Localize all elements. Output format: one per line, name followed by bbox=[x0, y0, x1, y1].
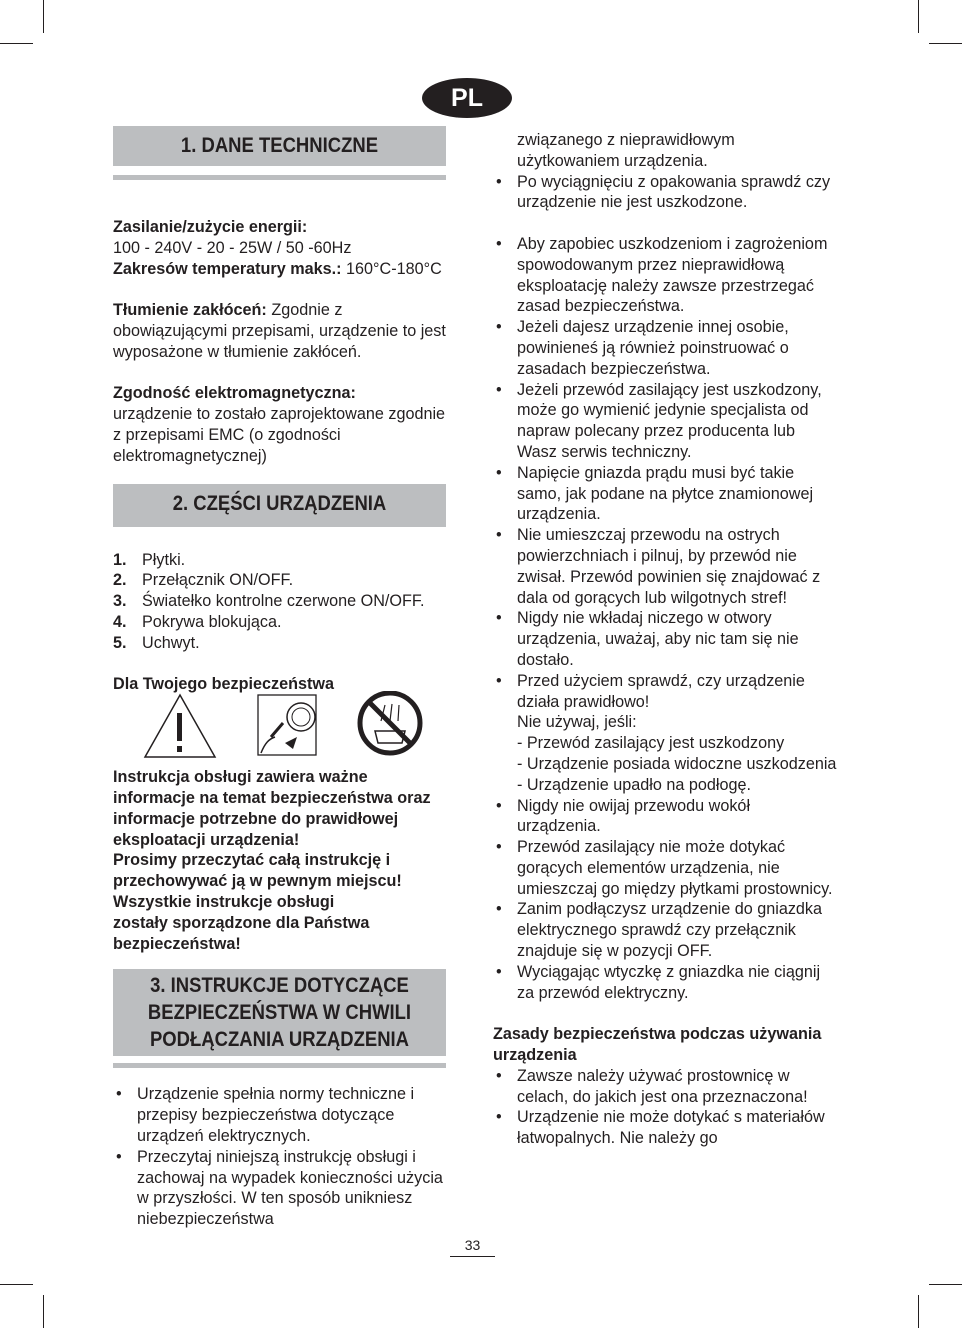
list-item: • Nigdy nie wkładaj niczego w otwory urządzenia, uważaj, aby nic tam się nie dostało. bbox=[493, 608, 838, 670]
safety-icons-svg bbox=[113, 691, 453, 763]
list-item: • Aby zapobiec uszkodzeniom i zagrożeniom spowodowanym przez nieprawidłową eksploatację należy zawsze przestrzegać zasad bezpieczeństwa. bbox=[493, 234, 838, 317]
power-value: 100 - 240V - 20 - 25W / 50 -60Hz bbox=[113, 238, 352, 257]
section1-title: 1. DANE TECHNICZNE bbox=[133, 126, 426, 166]
section2-title: 2. CZĘŚCI URZĄDZENIA bbox=[133, 484, 426, 524]
right-list-1 bbox=[493, 172, 838, 214]
power-label: Zasilanie/zużycie energii: bbox=[113, 218, 308, 236]
usage-list bbox=[493, 1066, 838, 1149]
crop-mark bbox=[0, 1284, 33, 1285]
crop-mark bbox=[0, 43, 33, 44]
safety-heading: Dla Twojego bezpieczeństwa bbox=[113, 675, 334, 694]
list-item: • Nie umieszczaj przewodu na ostrych powierzchniach i pilnuj, by przewód nie zwisał. Przewód powinien się znajdować z dala od gorących lub wilgotnych stref! bbox=[493, 525, 838, 608]
right-column bbox=[493, 130, 838, 1149]
list-item: • Jeżeli przewód zasilający jest uszkodzony, może go wymienić jedynie specjalista od napraw polecany przez producenta lub Wasz serwis techniczny. bbox=[493, 380, 838, 463]
temp-value: 160°C-180°C bbox=[341, 259, 442, 278]
left-column bbox=[113, 126, 453, 1230]
section2-header bbox=[113, 484, 446, 524]
unplug-icon bbox=[258, 695, 316, 755]
list-item: • Zanim podłączysz urządzenie do gniazdka elektrycznego sprawdź czy przełącznik znajduje się w pozycji OFF. bbox=[493, 899, 838, 961]
list-item: 1. Płytki. bbox=[113, 550, 186, 569]
continuation-text: związanego z nieprawidłowym użytkowaniem urządzenia. bbox=[517, 131, 735, 170]
list-item: 5. Uchwyt. bbox=[113, 633, 200, 652]
safety-text-2: Prosimy przeczytać całą instrukcję i przechowywać ją w pewnym miejscu! Wszystkie instrukcje obsługi bbox=[113, 851, 402, 911]
interference-label: Tłumienie zakłóceń: bbox=[113, 301, 267, 320]
interference-value: Zgodnie z obowiązującymi przepisami, urządzenie to jest wyposażone w tłumienie zakłóceń. bbox=[113, 301, 446, 361]
section-rule bbox=[113, 1063, 446, 1068]
tech-data bbox=[113, 217, 453, 467]
parts-list bbox=[113, 550, 453, 654]
list-item: • Zawsze należy używać prostownicę w celach, do jakich jest ona przeznaczona! bbox=[493, 1066, 838, 1108]
list-item: 2. Przełącznik ON/OFF. bbox=[113, 571, 294, 590]
section3-header bbox=[113, 969, 446, 1056]
list-item: • Jeżeli dajesz urządzenie innej osobie, powinieneś ją również poinstruować o zasadach bezpieczeństwa. bbox=[493, 317, 838, 379]
language-badge: PL bbox=[422, 78, 512, 118]
section3-title: 3. INSTRUKCJE DOTYCZĄCE BEZPIECZEŃSTWA W CHWILI PODŁĄCZANIA URZĄDZENIA bbox=[133, 972, 426, 1053]
list-item: • Napięcie gniazda prądu musi być takie samo, jak podane na płytce znamionowej urządzenia. bbox=[493, 463, 838, 525]
crop-mark bbox=[929, 1284, 962, 1285]
warning-triangle-icon bbox=[145, 695, 215, 757]
temp-label: Zakresów temperatury maks.: bbox=[113, 259, 342, 278]
list-item: 4. Pokrywa blokująca. bbox=[113, 612, 282, 631]
emc-value: urządzenie to zostało zaprojektowane zgodnie z przepisami EMC (o zgodności elektromagnetycznej) bbox=[113, 405, 446, 465]
section1-header bbox=[113, 126, 446, 166]
list-item: 3. Światełko kontrolne czerwone ON/OFF. bbox=[113, 592, 425, 611]
crop-mark bbox=[918, 1295, 919, 1328]
list-item: • Przeczytaj niniejszą instrukcję obsługi i zachowaj na wypadek konieczności użycia w przyszłości. W ten sposób unikniesz niebezpieczeństwa bbox=[113, 1147, 453, 1230]
section-rule bbox=[113, 175, 446, 180]
crop-mark bbox=[918, 0, 919, 33]
list-item: • Po wyciągnięciu z opakowania sprawdź czy urządzenie nie jest uszkodzone. bbox=[493, 172, 838, 214]
safety-icons bbox=[113, 695, 453, 767]
list-item: • Urządzenie spełnia normy techniczne i przepisy bezpieczeństwa dotyczące urządzeń elektrycznych. bbox=[113, 1084, 453, 1146]
list-item: • Urządzenie nie może dotykać s materiałów łatwopalnych. Nie należy go bbox=[493, 1107, 838, 1149]
emc-label: Zgodność elektromagnetyczna: bbox=[113, 384, 356, 403]
usage-heading: Zasady bezpieczeństwa podczas używania urządzenia bbox=[493, 1025, 822, 1065]
safety-text-3: zostały sporządzone dla Państwa bezpieczeństwa! bbox=[113, 913, 370, 953]
list-item: • Przewód zasilający nie może dotykać gorących elementów urządzenia, nie umieszczaj go między płytkami prostownicy. bbox=[493, 837, 838, 899]
crop-mark bbox=[43, 1295, 44, 1328]
list-item: • Nigdy nie owijaj przewodu wokół urządzenia. bbox=[493, 796, 838, 838]
crop-mark bbox=[929, 43, 962, 44]
list-item: • Wyciągając wtyczkę z gniazdka nie ciągnij za przewód elektryczny. bbox=[493, 962, 838, 1004]
section3-list bbox=[113, 1084, 453, 1230]
right-list-2 bbox=[493, 234, 838, 1003]
page-number: 33 bbox=[450, 1237, 495, 1257]
section-rule bbox=[113, 524, 446, 527]
list-item: • Przed użyciem sprawdź, czy urządzenie działa prawidłowo! Nie używaj, jeśli: - Przewód zasilający jest uszkodzony - Urządzenie posiada widoczne uszkodzenia - Urządzenie upadło na podłogę. bbox=[493, 671, 838, 796]
crop-mark bbox=[43, 0, 44, 33]
safety-text-1: Instrukcja obsługi zawiera ważne informacje na temat bezpieczeństwa oraz informacje potrzebne do prawidłowej eksploatacji urządzenia! bbox=[113, 768, 431, 849]
no-water-icon bbox=[360, 693, 420, 753]
